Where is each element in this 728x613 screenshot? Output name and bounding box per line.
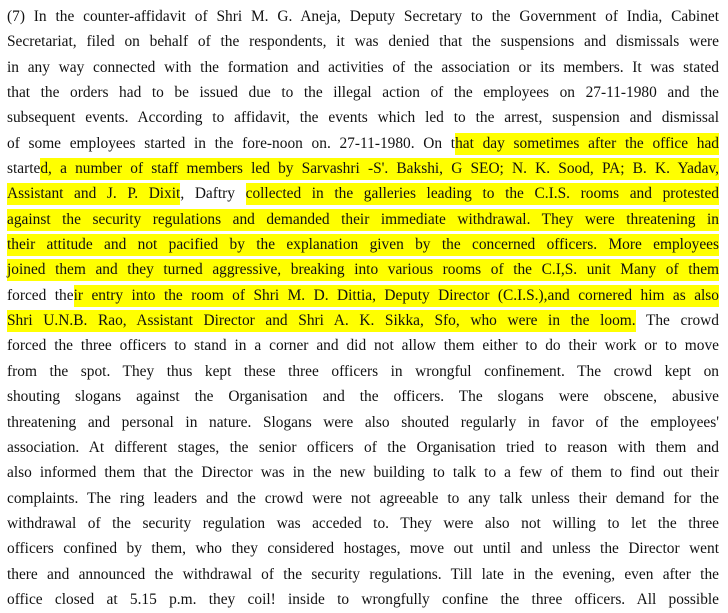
text-line — [7, 29, 719, 54]
text-segment: (7) In the counter-affidavit of Shri M. G. Aneja, Deputy Secretary to the Government of India, Cabinet — [7, 8, 719, 25]
text-segment: of some employees started in the fore-noon on. 27-11-1980. On t — [7, 134, 456, 152]
text-segment: Secretariat, filed on behalf of the respondents, it was denied that the suspensions and dismissals were — [7, 33, 719, 51]
text-line — [7, 511, 719, 536]
text-line — [7, 131, 719, 156]
text-line — [7, 410, 719, 435]
highlighted-text: against the security regulations and demanded their immediate withdrawal. They were threatening in — [7, 209, 719, 231]
text-line — [7, 283, 719, 308]
text-line — [7, 232, 719, 257]
text-segment: also informed them that the Director was in the new building to talk to a few of them to find out their — [7, 464, 719, 482]
text-segment: officers confined by them, who they considered hostages, move out until and unless the Director went — [7, 540, 719, 558]
highlighted-text: joined them and they turned aggressive, breaking into various rooms of the C.I,S. unit Many of them — [7, 259, 719, 281]
text-segment: there and announced the withdrawal of the security regulations. Till late in the evening, even after the — [7, 565, 719, 583]
text-line — [7, 333, 719, 358]
text-line — [7, 587, 719, 612]
text-line — [7, 384, 719, 409]
highlighted-text: ir entry into the room of Shri M. D. Dittia, Deputy Director (C.I.S.),and cornered him as also — [74, 285, 719, 307]
text-line — [7, 4, 719, 29]
text-line — [7, 181, 719, 206]
text-segment: shouting slogans against the Organisation and the officers. The slogans were obscene, abusive — [7, 388, 719, 406]
text-line — [7, 562, 719, 587]
text-segment: threatening and personal in nature. Slogans were also shouted regularly in favor of the employees' — [7, 413, 719, 431]
text-segment: The crowd — [635, 312, 719, 330]
text-segment: subsequent events. According to affidavit, the events which led to the arrest, suspension and dismissal — [7, 109, 719, 127]
text-line — [7, 55, 719, 80]
highlighted-text: their attitude and not pacified by the explanation given by the concerned officers. More employees — [7, 234, 719, 256]
text-line — [7, 257, 719, 282]
text-segment: , Daftry — [180, 185, 246, 203]
highlighted-text: hat day sometimes after the office had — [455, 133, 719, 155]
highlighted-text: Assistant and J. P. Dixit — [7, 183, 180, 205]
highlighted-text: collected in the galleries leading to the C.I.S. rooms and protested — [246, 183, 719, 205]
highlighted-text: d, a number of staff members led by Sarvashri -S'. Bakshi, G SEO; N. K. Sood, PA; B. K. Yadav, — [40, 158, 719, 180]
text-line — [7, 207, 719, 232]
text-segment: in any way connected with the formation and activities of the association or its members. It was stated — [7, 58, 719, 76]
text-line — [7, 308, 719, 333]
text-line — [7, 105, 719, 130]
text-line — [7, 359, 719, 384]
text-line — [7, 435, 719, 460]
document-paragraph — [7, 4, 719, 612]
text-segment: that the orders had to be issued due to the illegal action of the employees on 27-11-1980 and the — [7, 84, 719, 102]
text-segment: from the spot. They thus kept these three officers in wrongful confinement. The crowd kept on — [7, 362, 719, 380]
text-line — [7, 80, 719, 105]
highlighted-text: Shri U.N.B. Rao, Assistant Director and Shri A. K. Sikka, Sfo, who were in the loom. — [7, 310, 636, 332]
text-segment: forced the — [7, 286, 74, 304]
text-line — [7, 486, 719, 511]
text-segment: association. At different stages, the senior officers of the Organisation tried to reason with them and — [7, 438, 719, 456]
text-line — [7, 460, 719, 485]
text-line — [7, 536, 719, 561]
text-line — [7, 156, 719, 181]
text-segment: forced the three officers to stand in a corner and did not allow them either to do their work or to move — [7, 337, 719, 355]
text-segment: office closed at 5.15 p.m. they coil! inside to wrongfully confine the three officers. All possible — [7, 590, 719, 608]
text-segment: complaints. The ring leaders and the crowd were not agreeable to any talk unless their demand for the — [7, 489, 719, 507]
text-segment: starte — [7, 160, 41, 178]
text-segment: withdrawal of the security regulation was acceded to. They were also not willing to let the three — [7, 514, 719, 532]
